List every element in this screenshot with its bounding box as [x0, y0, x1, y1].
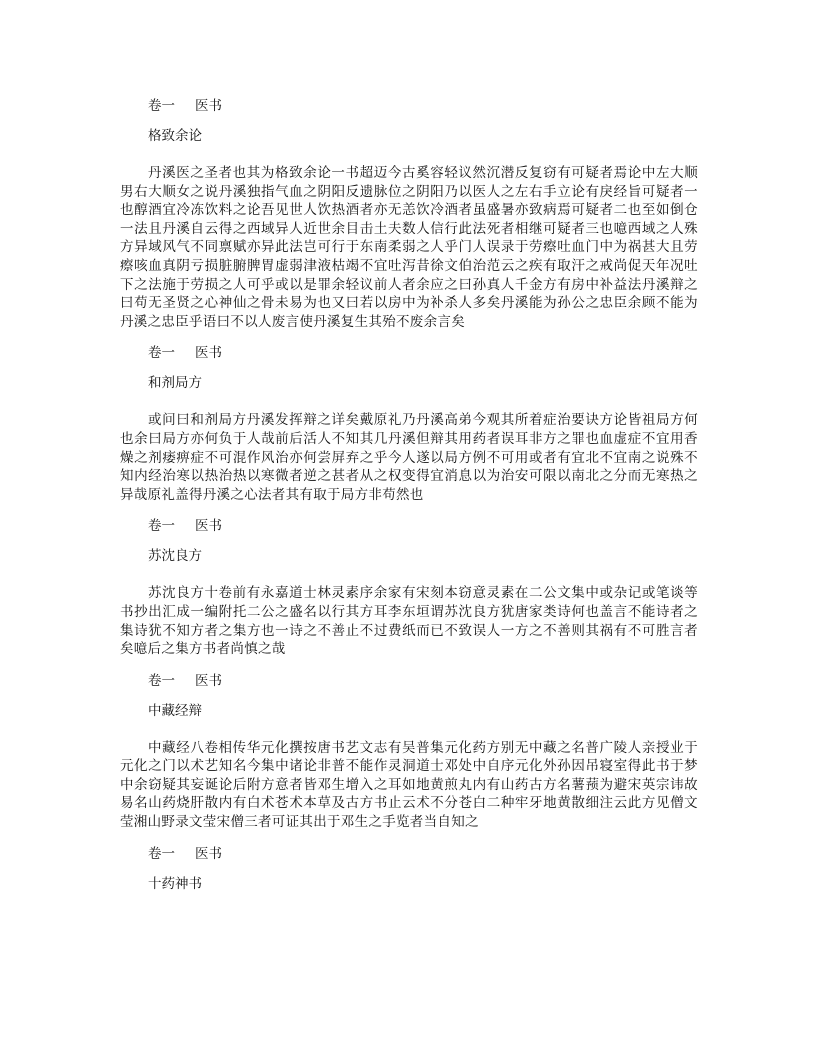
entry-title: 中藏经辩: [148, 702, 202, 719]
entry-body: 或问曰和剂局方丹溪发挥辩之详矣戴原礼乃丹溪高弟今观其所着症治要诀方论皆祖局方何也余曰局方亦何负于人哉前后活人不知其几丹溪但辩其用药者误耳非方之罪也血虚症不宜用香燥之剂痿痹症不可混作风治亦何尝屏弃之乎今人遂以局方例不可用或者有宜北不宜南之说殊不知内经治寒以热治热以寒微者逆之甚者从之权变得宜消息以为治安可限以南北之分而无寒热之异哉原礼盖得丹溪之心法者其有取于局方非苟然也: [120, 412, 698, 503]
volume-header: [148, 516, 698, 536]
category-label: 医书: [195, 672, 222, 689]
category-label: 医书: [195, 345, 222, 362]
entry-body: 苏沈良方十卷前有永嘉道士林灵素序余家有宋刻本窃意灵素在二公文集中或杂记或笔谈等书抄出汇成一编附托二公之盛名以行其方耳李东垣谓苏沈良方犹唐家类诗何也盖言不能诗者之集诗犹不知方者之集方也一诗之不善止不过费纸而已不致误人一方之不善则其祸有不可胜言者矣噫后之集方书者尚慎之哉: [120, 585, 698, 658]
category-label: 医书: [195, 98, 222, 114]
volume-label: 卷一: [148, 672, 175, 689]
volume-label: 卷一: [148, 345, 175, 362]
volume-label: 卷一: [148, 98, 175, 114]
volume-header: [148, 844, 698, 864]
entry-zhongzangjing-bian: [120, 671, 698, 832]
volume-label: 卷一: [148, 518, 175, 535]
category-label: 医书: [195, 518, 222, 535]
category-label: 医书: [195, 845, 222, 862]
volume-header: [148, 343, 698, 363]
entry-body: 丹溪医之圣者也其为格致余论一书超迈今古奚容轻议然沉潜反复窃有可疑者焉论中左大顺男右大顺女之说丹溪独指气血之阴阳反遗脉位之阴阳乃以医人之左右手立论有戾经旨可疑者一也醇酒宜冷冻饮料之论吾见世人饮热酒者亦无恙饮冷酒者虽盛暑亦致病焉可疑者二也至如倒仓一法且丹溪自云得之西域异人近世余目击土夫数人信行此法死者相继可疑者三也噫西域之人殊方异域风气不同禀赋亦异此法岂可行于东南柔弱之人乎门人误录于劳瘵吐血门中为祸甚大且劳瘵咳血真阴亏损脏腑脾胃虚弱津液枯竭不宜吐泻昔徐文伯治范云之疾有取汗之戒尚促天年况吐下之法施于劳损之人可乎或以是罪余轻议前人者余应之曰孙真人千金方有房中补益法丹溪辩之曰苟无圣贤之心神仙之骨未易为也又曰若以房中为补杀人多矣丹溪能为孙公之忠臣余顾不能为丹溪之忠臣乎语曰不以人废言使丹溪复生其殆不废余言矣: [120, 165, 698, 330]
entry-title: 格致余论: [148, 128, 202, 144]
entry-sushen-liangfang: [120, 516, 698, 658]
entry-shiyao-shenshu: [120, 844, 698, 894]
entry-heji-jufang: [120, 343, 698, 504]
entry-title: 十药神书: [148, 875, 202, 892]
entry-gezhi-yulun: [120, 96, 698, 331]
entry-body: 中藏经八卷相传华元化撰按唐书艺文志有吴普集元化药方别无中藏之名普广陵人亲授业于元化之门以术艺知名今集中诸论非普不能作灵洞道士邓处中自序元化外孙因吊寝室得此书于梦中余窃疑其妄诞论后附方意者皆邓生增入之耳如地黄煎丸内有山药古方名薯蓣为避宋英宗讳故易名山药烧肝散内有白术苍术本草及古方书止云术不分苍白二种牢牙地黄散细注云此方见僧文莹湘山野录文莹宋僧三者可证其出于邓生之手览者当自知之: [120, 739, 698, 831]
entry-title: 和剂局方: [148, 375, 202, 392]
document-content: [120, 96, 698, 912]
volume-label: 卷一: [148, 845, 175, 862]
volume-header: [148, 96, 698, 116]
entry-title: 苏沈良方: [148, 548, 202, 565]
volume-header: [148, 671, 698, 691]
